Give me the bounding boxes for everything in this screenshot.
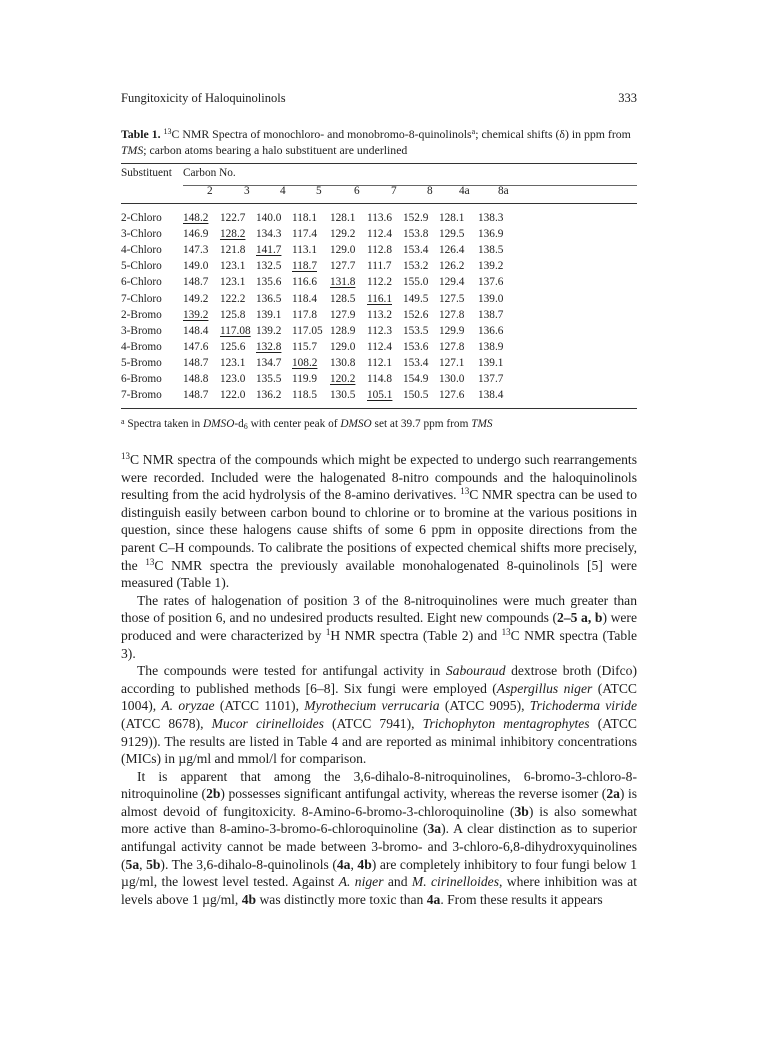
row-cell: 112.2 [367,276,392,289]
footnote-dmso-2: DMSO [340,418,372,430]
row-cell: 117.08 [220,324,251,337]
substituent-header: Substituent [121,167,172,179]
row-cell: 135.5 [256,373,282,385]
row-cell: 129.2 [330,228,356,241]
row-cell: 122.7 [220,212,246,224]
row-cell: 135.6 [256,276,282,289]
text-segment: . From these results it appears [440,891,603,907]
row-cell: 112.4 [367,228,392,241]
row-cell: 129.4 [439,276,465,289]
table-footnote [121,418,637,430]
paragraph-1 [121,451,637,592]
text-segment: Mucor cirinelloides [211,715,324,731]
row-cell: 154.9 [403,373,429,385]
row-cell: 139.2 [256,324,282,337]
row-cell: 127.8 [439,340,465,353]
row-cell: 146.9 [183,228,209,241]
row-cell: 152.9 [403,212,429,224]
text-segment: 2–5 a, b [557,610,603,626]
paragraph-3 [121,662,637,768]
text-segment: A. oryzae [161,698,215,714]
row-cell: 116.1 [367,292,392,305]
row-cell: 118.5 [292,389,317,402]
row-cell: 112.4 [367,340,392,353]
row-substituent: 6-Chloro [121,276,162,289]
row-cell: 127.6 [439,389,465,402]
row-cell: 118.4 [292,292,317,305]
row-cell: 128.2 [220,228,246,241]
row-cell: 118.1 [292,212,317,224]
row-cell: 123.1 [220,356,246,369]
row-cell: 115.7 [292,340,317,353]
row-cell: 117.05 [292,324,323,337]
text-segment: and [383,874,412,890]
row-cell: 136.6 [478,324,504,337]
text-segment: (ATCC 1101), [214,698,305,714]
row-substituent: 3-Chloro [121,228,162,241]
text-segment: Trichophyton mentagrophytes [422,715,590,731]
column-header: 4a [459,185,470,197]
row-cell: 120.2 [330,373,356,385]
text-segment: ) is almost devoid of fungitoxicity. 8-Amino-6-bromo-3-chloroquinoline ( [121,786,638,819]
row-substituent: 6-Bromo [121,373,162,385]
paragraph-2 [121,592,637,662]
text-segment: 4a [426,891,441,907]
table-bottom-rule [121,408,637,409]
row-cell: 126.2 [439,260,465,273]
text-segment: (ATCC 9095), [439,698,530,714]
row-cell: 149.2 [183,292,209,305]
text-segment: Trichoderma viride [529,698,637,714]
row-cell: 112.8 [367,244,392,257]
row-cell: 130.8 [330,356,356,369]
text-segment: 3a [427,821,442,837]
text-segment: ). A clear distinction as to superior antifungal activity cannot be made between 3-bromo- and 3-chloro-6,8-dihydroxyquinolines ( [121,821,637,872]
row-cell: 136.2 [256,389,282,402]
text-segment: Aspergillus niger [496,680,593,696]
text-segment: C NMR spectra can be used to distinguish easily between carbon bound to chlorine or to bromine at the various positions in question, since these halogens cause shifts of some 6 ppm in opposite directions from the parent C–H compounds. To calibrate the positions of expected chemical shifts more precisely, the [121,487,637,573]
row-cell: 140.0 [256,212,282,224]
row-cell: 141.7 [256,244,282,257]
row-cell: 130.5 [330,389,356,402]
text-segment: 2b [206,786,221,802]
row-cell: 148.7 [183,276,209,289]
row-cell: 139.0 [478,292,504,305]
column-header: 6 [354,185,360,197]
row-cell: 123.0 [220,373,246,385]
text-segment: ). The 3,6-dihalo-8-quinolinols ( [160,856,337,872]
row-cell: 153.4 [403,356,429,369]
row-cell: 128.1 [439,212,465,224]
row-cell: 139.1 [478,356,504,369]
row-cell: 153.2 [403,260,429,273]
row-cell: 123.1 [220,260,246,273]
row-cell: 108.2 [292,356,318,369]
footnote-subscript: 6 [243,422,248,431]
text-segment: 4b [241,891,257,907]
caption-text-2: ; chemical shifts (δ) in ppm from [475,127,631,141]
row-cell: 134.3 [256,228,282,241]
text-segment: , [139,856,147,872]
running-head [121,91,637,109]
text-segment: ) possesses significant antifungal activity, whereas the reverse isomer ( [220,786,607,802]
caption-mass-number: 13 [163,127,172,136]
footnote-text: Spectra taken in [124,418,203,430]
row-cell: 127.5 [439,292,465,305]
row-cell: 153.4 [403,244,429,257]
row-substituent: 2-Chloro [121,212,162,224]
row-cell: 137.7 [478,373,504,385]
row-cell: 147.6 [183,340,209,353]
text-segment: It is apparent that among the 3,6-dihalo-8-nitroquinolines, 6-bromo-3-chloro-8-nitroquinoline ( [121,768,637,802]
table-caption [121,126,637,158]
footnote-tms: TMS [471,418,493,430]
row-cell: 153.5 [403,324,429,337]
column-header: 7 [391,185,397,197]
row-cell: 153.8 [403,228,429,241]
text-segment: 13 [145,556,155,567]
text-segment: dextrose broth (Difco) according to published methods [6–8]. Six fungi were employed ( [121,663,637,696]
row-cell: 112.3 [367,324,392,337]
text-segment: , where inhibition was at levels above 1 µg/ml, [121,874,637,907]
row-cell: 136.5 [256,292,282,305]
row-cell: 116.6 [292,276,317,289]
page-number: 333 [618,91,637,105]
row-cell: 126.4 [439,244,465,257]
body-text [121,451,637,908]
text-segment: 13 [501,626,511,637]
text-segment: was distinctly more toxic than [256,891,427,907]
row-cell: 113.2 [367,308,392,321]
row-cell: 152.6 [403,308,429,321]
row-cell: 119.9 [292,373,317,385]
row-cell: 148.2 [183,212,209,224]
running-head-title: Fungitoxicity of Haloquinolinols [121,91,286,105]
row-cell: 125.8 [220,308,246,321]
row-cell: 137.6 [478,276,504,289]
row-substituent: 7-Bromo [121,389,162,402]
column-header: 8 [427,185,433,197]
row-cell: 105.1 [367,389,393,402]
row-cell: 112.1 [367,356,392,369]
text-segment: ) were produced and were characterized by [121,610,637,643]
row-cell: 122.0 [220,389,246,402]
row-cell: 147.3 [183,244,209,257]
row-cell: 127.8 [439,308,465,321]
row-cell: 138.3 [478,212,504,224]
row-cell: 139.1 [256,308,282,321]
row-cell: 138.7 [478,308,504,321]
row-cell: 127.7 [330,260,356,273]
text-segment: (ATCC 1004), [121,680,637,714]
row-cell: 138.9 [478,340,504,353]
text-segment: ) are completely inhibitory to four fungi below 1 µg/ml, the lowest level tested. Against [121,856,638,890]
row-cell: 130.0 [439,373,465,385]
row-cell: 148.8 [183,373,209,385]
table-header-rule [183,185,637,186]
row-substituent: 5-Chloro [121,260,162,273]
footnote-text-2: -d [234,418,244,430]
row-cell: 127.9 [330,308,356,321]
footnote-dmso: DMSO [202,418,235,430]
row-cell: 117.4 [292,228,317,241]
row-cell: 113.1 [292,244,317,257]
row-cell: 111.7 [367,260,392,273]
caption-text-3: ; carbon atoms bearing a halo substituent are underlined [143,143,408,157]
row-substituent: 7-Chloro [121,292,162,305]
row-cell: 139.2 [478,260,504,273]
row-cell: 138.4 [478,389,504,402]
row-cell: 122.2 [220,292,246,305]
row-cell: 123.1 [220,276,246,289]
row-cell: 125.6 [220,340,246,353]
row-cell: 128.1 [330,212,356,224]
footnote-text-4: set at 39.7 ppm from [371,418,472,430]
column-header: 4 [280,185,286,197]
row-cell: 128.5 [330,292,356,305]
row-cell: 148.4 [183,324,209,337]
row-cell: 149.5 [403,292,429,305]
column-header: 8a [498,185,509,197]
caption-text: C NMR Spectra of monochloro- and monobromo-8-quinolinols [171,127,472,141]
row-cell: 148.7 [183,356,209,369]
text-segment: 2a [606,786,620,802]
text-segment: (ATCC 9129)). The results are listed in Table 4 and are reported as minimal inhibitory concentrations (MICs) in µg/ml and mmol/l for comparison. [121,715,637,767]
column-header: 5 [316,185,322,197]
footnote-text-3: with center peak of [247,418,341,430]
row-cell: 139.2 [183,308,209,321]
row-cell: 114.8 [367,373,392,385]
text-segment: M. cirinelloides [411,874,499,890]
text-segment: 5b [146,856,161,872]
row-cell: 129.0 [330,244,356,257]
text-segment: The compounds were tested for antifungal activity in [137,663,446,679]
row-substituent: 3-Bromo [121,324,162,337]
text-segment: C NMR spectra of the compounds which might be expected to undergo such rearrangements were recorded. Included were the halogenated 8-nitro compounds and the haloquinolinols resulting from the acid hydrolysis of the 8-amino derivatives. [121,452,637,503]
row-cell: 153.6 [403,340,429,353]
row-cell: 155.0 [403,276,429,289]
row-substituent: 4-Bromo [121,340,162,353]
caption-tms: TMS [121,143,144,157]
text-segment: Myrothecium verrucaria [304,698,440,714]
column-header: 2 [207,185,213,197]
caption-footnote-marker: a [471,127,476,136]
row-cell: 127.1 [439,356,465,369]
row-cell: 128.9 [330,324,356,337]
row-cell: 132.8 [256,340,282,353]
text-segment: A. niger [338,874,384,890]
row-cell: 136.9 [478,228,504,241]
row-cell: 129.5 [439,228,465,241]
paragraph-4 [121,768,637,909]
row-cell: 138.5 [478,244,504,257]
table-label: Table 1. [121,127,161,141]
row-substituent: 4-Chloro [121,244,162,257]
row-cell: 118.7 [292,260,317,273]
row-cell: 129.9 [439,324,465,337]
column-header: 3 [244,185,250,197]
row-cell: 117.8 [292,308,317,321]
text-segment: 3b [514,803,529,819]
text-segment: Sabouraud [445,663,506,679]
row-cell: 134.7 [256,356,282,369]
row-cell: 129.0 [330,340,356,353]
text-segment: (ATCC 7941), [323,715,423,731]
text-segment: , [350,856,358,872]
row-substituent: 2-Bromo [121,308,162,321]
text-segment: 1 [325,626,331,637]
text-segment: 5a [125,856,140,872]
text-segment: H NMR spectra (Table 2) and [330,627,502,643]
text-segment: ) is also somewhat more active than 8-amino-3-bromo-6-chloroquinoline ( [121,803,637,837]
text-segment: C NMR spectra the previously available monohalogenated 8-quinolinols [5] were measured (Table 1). [121,557,637,591]
row-substituent: 5-Bromo [121,356,162,369]
carbon-no-header: Carbon No. [183,167,236,179]
text-segment: The rates of halogenation of position 3 of the 8-nitroquinolines were much greater than those of position 6, and no undesired products resulted. Eight new compounds ( [121,592,637,626]
row-cell: 150.5 [403,389,429,402]
row-cell: 121.8 [220,244,246,257]
text-segment: (ATCC 8678), [121,715,212,731]
row-cell: 148.7 [183,389,209,402]
text-segment: 13 [121,451,130,461]
text-segment: 4b [357,856,372,872]
row-cell: 132.5 [256,260,282,273]
row-cell: 113.6 [367,212,392,224]
table-top-rule [121,163,637,164]
row-cell: 131.8 [330,276,356,289]
text-segment: 4a [336,856,351,872]
text-segment: C NMR spectra (Table 3). [121,627,637,661]
table-mid-rule [121,203,637,204]
footnote-marker: a [121,417,125,426]
row-cell: 149.0 [183,260,209,273]
text-segment: 13 [460,486,470,497]
